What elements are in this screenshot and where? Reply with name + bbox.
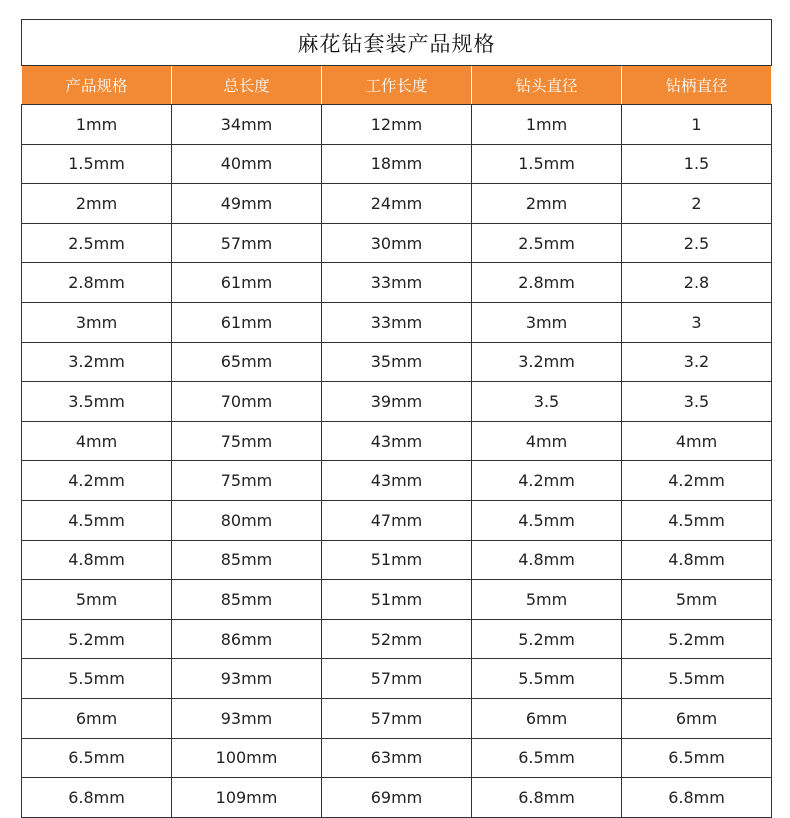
table-row xyxy=(22,382,772,422)
table-row xyxy=(22,421,772,461)
table-cell: 3.2 xyxy=(622,342,772,382)
table-cell: 65mm xyxy=(172,342,322,382)
table-cell: 4.2mm xyxy=(622,461,772,501)
table-row xyxy=(22,105,772,145)
table-cell: 51mm xyxy=(322,540,472,580)
table-cell: 4.2mm xyxy=(472,461,622,501)
table-cell: 1.5mm xyxy=(22,144,172,184)
table-cell: 5.5mm xyxy=(22,659,172,699)
table-row xyxy=(22,263,772,303)
table-cell: 6.5mm xyxy=(622,738,772,778)
table-cell: 5mm xyxy=(22,580,172,620)
table-cell: 4mm xyxy=(622,421,772,461)
table-cell: 43mm xyxy=(322,461,472,501)
table-cell: 12mm xyxy=(322,105,472,145)
table-cell: 86mm xyxy=(172,619,322,659)
table-cell: 5.2mm xyxy=(22,619,172,659)
title-row xyxy=(22,20,772,66)
table-cell: 2.8 xyxy=(622,263,772,303)
table-cell: 63mm xyxy=(322,738,472,778)
table-row xyxy=(22,144,772,184)
table-cell: 34mm xyxy=(172,105,322,145)
table-cell: 5mm xyxy=(622,580,772,620)
table-cell: 52mm xyxy=(322,619,472,659)
table-cell: 57mm xyxy=(322,698,472,738)
table-cell: 2.8mm xyxy=(22,263,172,303)
table-cell: 2.5 xyxy=(622,223,772,263)
table-cell: 1.5 xyxy=(622,144,772,184)
table-cell: 51mm xyxy=(322,580,472,620)
table-cell: 3.2mm xyxy=(472,342,622,382)
header-row xyxy=(22,66,772,105)
table-cell: 4mm xyxy=(472,421,622,461)
table-cell: 4.5mm xyxy=(22,500,172,540)
table-cell: 2.5mm xyxy=(472,223,622,263)
table-cell: 5.2mm xyxy=(472,619,622,659)
table-cell: 40mm xyxy=(172,144,322,184)
table-cell: 24mm xyxy=(322,184,472,224)
table-row xyxy=(22,738,772,778)
table-cell: 4.8mm xyxy=(22,540,172,580)
table-cell: 80mm xyxy=(172,500,322,540)
table-cell: 6mm xyxy=(22,698,172,738)
table-cell: 6.5mm xyxy=(472,738,622,778)
table-cell: 69mm xyxy=(322,778,472,818)
table-row xyxy=(22,580,772,620)
table-row xyxy=(22,540,772,580)
table-cell: 5.5mm xyxy=(472,659,622,699)
table-row xyxy=(22,184,772,224)
table-cell: 75mm xyxy=(172,421,322,461)
table-body xyxy=(22,105,772,818)
table-cell: 3 xyxy=(622,302,772,342)
table-cell: 6mm xyxy=(472,698,622,738)
table-row xyxy=(22,659,772,699)
table-cell: 2.8mm xyxy=(472,263,622,303)
table-cell: 2 xyxy=(622,184,772,224)
table-cell: 75mm xyxy=(172,461,322,501)
table-cell: 100mm xyxy=(172,738,322,778)
table-cell: 109mm xyxy=(172,778,322,818)
column-header: 钻头直径 xyxy=(472,66,622,105)
table-row xyxy=(22,619,772,659)
table-row xyxy=(22,461,772,501)
table-cell: 4mm xyxy=(22,421,172,461)
table-cell: 3.5mm xyxy=(22,382,172,422)
table-cell: 4.8mm xyxy=(622,540,772,580)
table-cell: 30mm xyxy=(322,223,472,263)
table-cell: 3.5 xyxy=(472,382,622,422)
table-row xyxy=(22,500,772,540)
table-cell: 1.5mm xyxy=(472,144,622,184)
table-cell: 85mm xyxy=(172,580,322,620)
table-cell: 3mm xyxy=(22,302,172,342)
table-cell: 6.5mm xyxy=(22,738,172,778)
table-cell: 4.5mm xyxy=(622,500,772,540)
table-cell: 61mm xyxy=(172,263,322,303)
table-cell: 33mm xyxy=(322,302,472,342)
table-cell: 2.5mm xyxy=(22,223,172,263)
table-cell: 1mm xyxy=(22,105,172,145)
table-cell: 85mm xyxy=(172,540,322,580)
table-cell: 49mm xyxy=(172,184,322,224)
table-cell: 18mm xyxy=(322,144,472,184)
table-cell: 4.5mm xyxy=(472,500,622,540)
table-cell: 5.5mm xyxy=(622,659,772,699)
table-cell: 70mm xyxy=(172,382,322,422)
table-cell: 6.8mm xyxy=(472,778,622,818)
table-cell: 47mm xyxy=(322,500,472,540)
table-row xyxy=(22,223,772,263)
table-title: 麻花钻套装产品规格 xyxy=(22,20,772,66)
column-header: 钻柄直径 xyxy=(622,66,772,105)
table-cell: 6mm xyxy=(622,698,772,738)
table-cell: 5mm xyxy=(472,580,622,620)
table-cell: 1mm xyxy=(472,105,622,145)
table-cell: 2mm xyxy=(472,184,622,224)
table-cell: 1 xyxy=(622,105,772,145)
column-header: 工作长度 xyxy=(322,66,472,105)
table-cell: 61mm xyxy=(172,302,322,342)
table-cell: 3mm xyxy=(472,302,622,342)
table-cell: 35mm xyxy=(322,342,472,382)
table-row xyxy=(22,342,772,382)
table-cell: 4.8mm xyxy=(472,540,622,580)
table-cell: 57mm xyxy=(322,659,472,699)
table-cell: 6.8mm xyxy=(622,778,772,818)
table-cell: 39mm xyxy=(322,382,472,422)
table-cell: 93mm xyxy=(172,698,322,738)
table-cell: 3.5 xyxy=(622,382,772,422)
column-header: 产品规格 xyxy=(22,66,172,105)
table-cell: 4.2mm xyxy=(22,461,172,501)
table-cell: 3.2mm xyxy=(22,342,172,382)
table-cell: 33mm xyxy=(322,263,472,303)
table-cell: 43mm xyxy=(322,421,472,461)
table-row xyxy=(22,778,772,818)
column-header: 总长度 xyxy=(172,66,322,105)
spec-table xyxy=(21,19,772,818)
table-cell: 93mm xyxy=(172,659,322,699)
table-row xyxy=(22,302,772,342)
table-row xyxy=(22,698,772,738)
table-cell: 5.2mm xyxy=(622,619,772,659)
table-cell: 57mm xyxy=(172,223,322,263)
table-cell: 6.8mm xyxy=(22,778,172,818)
table-cell: 2mm xyxy=(22,184,172,224)
